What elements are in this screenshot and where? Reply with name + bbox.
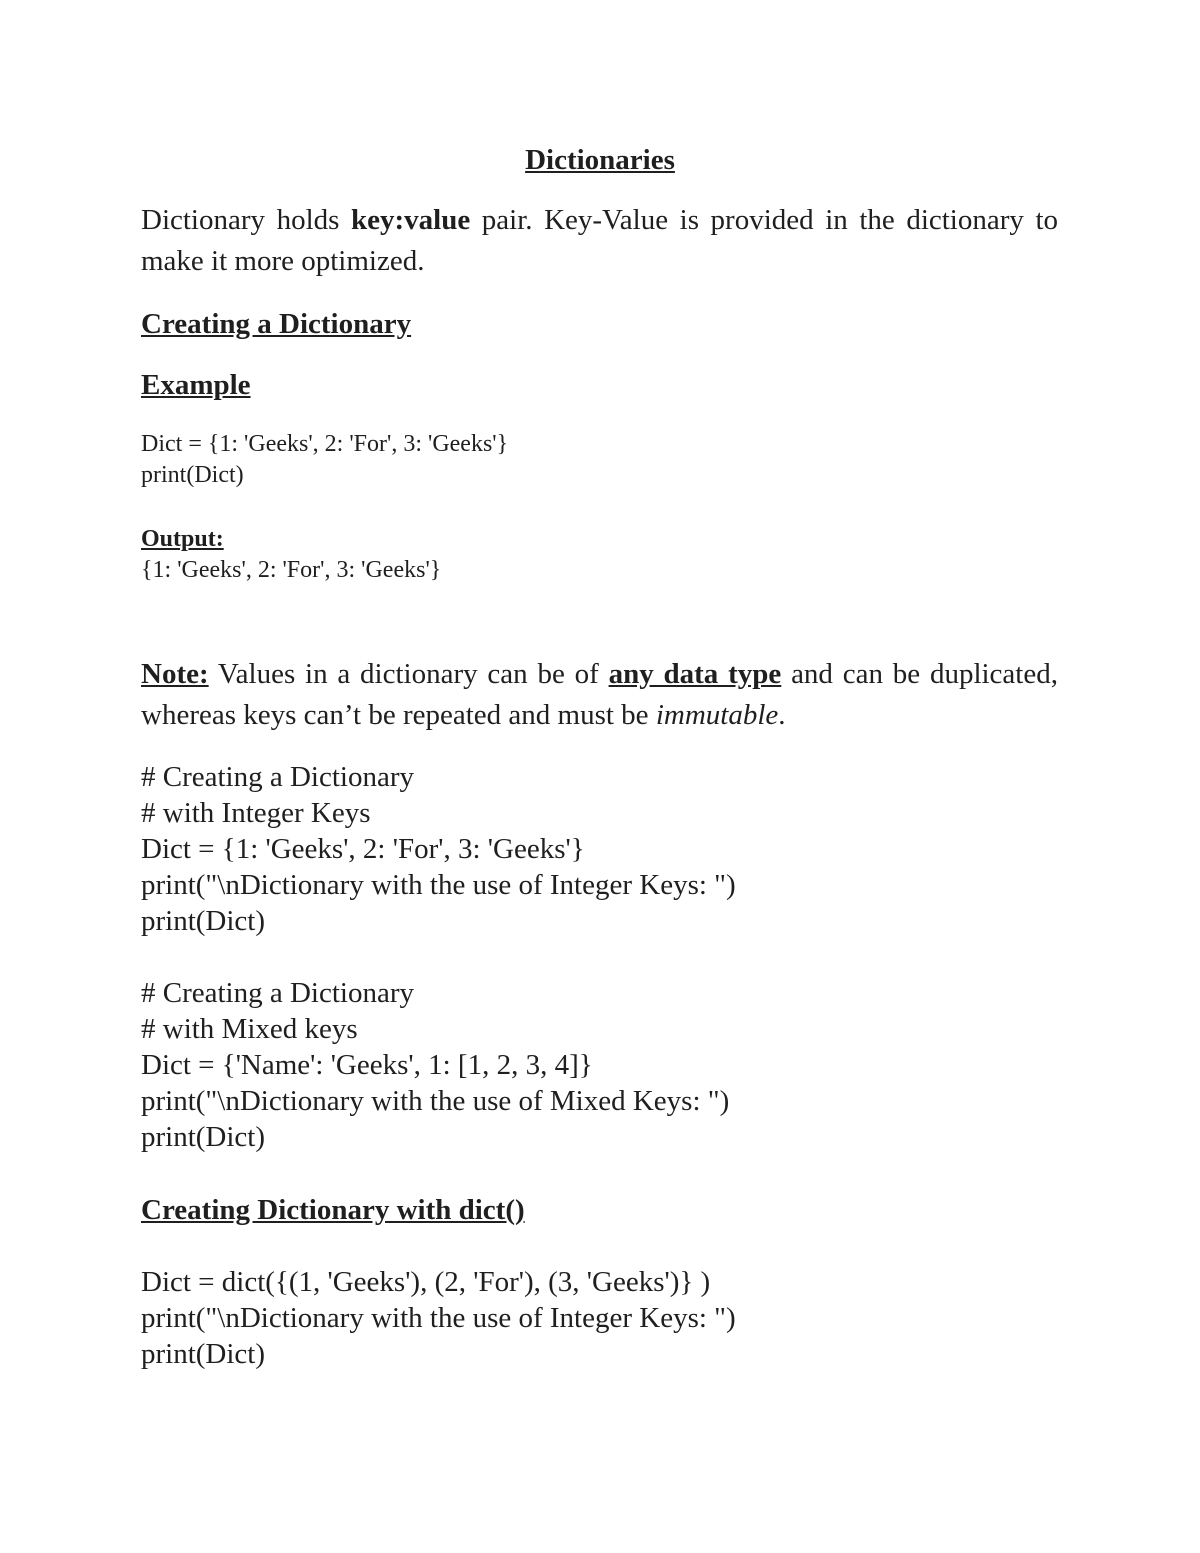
code-line: # with Integer Keys bbox=[141, 797, 371, 829]
dict-function-code-block bbox=[141, 1264, 736, 1372]
heading-creating-dictionary: Creating a Dictionary bbox=[141, 308, 412, 340]
code-line: print(Dict) bbox=[141, 1338, 266, 1370]
code-line: # with Mixed keys bbox=[141, 1013, 358, 1045]
code-line: print(Dict) bbox=[141, 1121, 266, 1153]
integer-keys-code-block bbox=[141, 759, 736, 939]
code-line: print(Dict) bbox=[141, 462, 244, 488]
example-code-block bbox=[141, 429, 508, 491]
code-line: Dict = {1: 'Geeks', 2: 'For', 3: 'Geeks'} bbox=[141, 833, 585, 865]
page-title: Dictionaries bbox=[525, 144, 675, 176]
intro-key-value-term: key:value bbox=[351, 204, 471, 236]
note-emphasis: any data type bbox=[608, 658, 782, 690]
code-line: Dict = {'Name': 'Geeks', 1: [1, 2, 3, 4]} bbox=[141, 1049, 593, 1081]
note-paragraph bbox=[141, 654, 1058, 736]
code-line: Dict = {1: 'Geeks', 2: 'For', 3: 'Geeks'} bbox=[141, 431, 509, 457]
output-label: Output: bbox=[141, 526, 224, 552]
note-text-middle: and can be duplicated, whereas keys can’t be repeated and must be bbox=[141, 658, 1058, 731]
note-text-start: Values in a dictionary can be of bbox=[208, 658, 609, 690]
code-line: print("\nDictionary with the use of Mixed Keys: ") bbox=[141, 1085, 730, 1117]
output-value: {1: 'Geeks', 2: 'For', 3: 'Geeks'} bbox=[141, 557, 442, 583]
intro-text-end: pair. Key-Value is provided in the dictionary to make it more optimized. bbox=[141, 204, 1059, 277]
intro-paragraph bbox=[141, 200, 1058, 282]
code-line: Dict = dict({(1, 'Geeks'), (2, 'For'), (3, 'Geeks')} ) bbox=[141, 1266, 711, 1298]
note-text-end: . bbox=[778, 699, 786, 731]
code-line: # Creating a Dictionary bbox=[141, 977, 414, 1009]
code-line: print("\nDictionary with the use of Integer Keys: ") bbox=[141, 1302, 736, 1334]
code-line: print(Dict) bbox=[141, 905, 266, 937]
output-block bbox=[141, 524, 441, 586]
heading-example: Example bbox=[141, 369, 251, 401]
code-line: print("\nDictionary with the use of Integer Keys: ") bbox=[141, 869, 736, 901]
mixed-keys-code-block bbox=[141, 975, 729, 1155]
note-label: Note: bbox=[141, 658, 209, 690]
code-line: # Creating a Dictionary bbox=[141, 761, 414, 793]
note-italic-term: immutable bbox=[655, 699, 779, 731]
intro-text-start: Dictionary holds bbox=[141, 204, 351, 236]
heading-dict-function: Creating Dictionary with dict() bbox=[141, 1194, 525, 1226]
